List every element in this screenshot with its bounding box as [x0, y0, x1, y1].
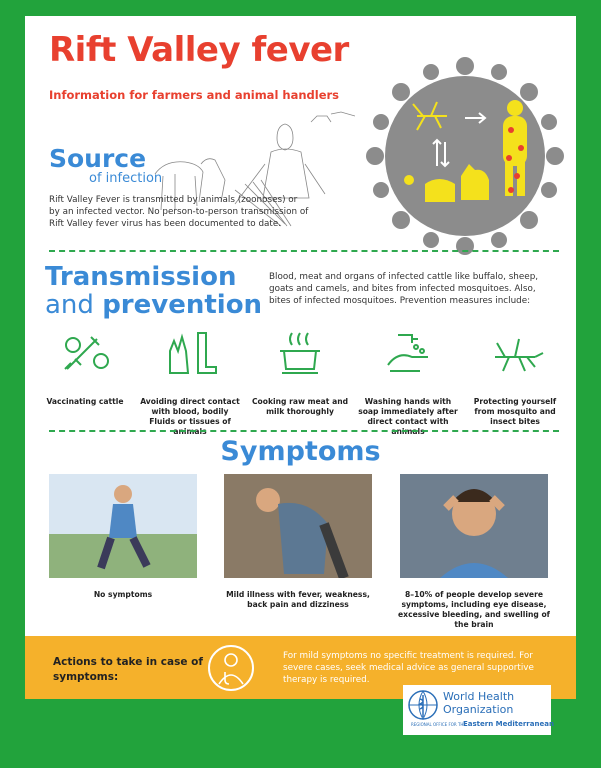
gloves-boots-icon	[160, 329, 220, 377]
prevention-item	[250, 329, 350, 417]
who-logo-block	[403, 685, 554, 735]
prevention-label: Protecting yourself from mosquito and insect bites	[473, 397, 557, 426]
action-title: Actions to take in case of symptoms:	[53, 656, 203, 683]
back-pain-man-illustration	[224, 474, 372, 578]
who-name-line1: World Health	[443, 690, 515, 703]
page-title: Rift Valley fever	[49, 30, 349, 70]
poster-sheet	[25, 16, 576, 699]
syringe-cattle-icon	[55, 329, 115, 377]
prevention-heading	[45, 290, 262, 320]
prevention-heading-word: prevention	[102, 290, 263, 320]
prevention-label: Vaccinating cattle	[46, 397, 124, 406]
prevention-item	[465, 329, 565, 427]
symptom-label: 8–10% of people develop severe symptoms, including eye disease, excessive bleeding, and swelling of the brain	[398, 590, 550, 629]
who-emblem-icon	[407, 689, 439, 721]
who-regional-prefix: REGIONAL OFFICE FOR THE	[411, 722, 466, 727]
divider	[49, 250, 559, 252]
prevention-heading-and: and	[45, 290, 103, 320]
prevention-item	[35, 329, 135, 407]
prevention-item	[358, 329, 458, 437]
severe-symptoms-boy-illustration	[400, 474, 548, 578]
symptoms-heading: Symptoms	[220, 436, 381, 467]
source-subheading: of infection	[89, 171, 163, 186]
jogging-man-illustration	[49, 474, 197, 578]
transmission-text: Blood, meat and organs of infected cattle like buffalo, sheep, goats and camels, and bites from infected mosquitoes. Also, bites of infected mosquitoes. Prevention measures include:	[269, 272, 539, 306]
page-subtitle: Information for farmers and animal handlers	[49, 88, 340, 102]
action-text: For mild symptoms no specific treatment is required. For severe cases, seek medical advice as general supportive therapy is required.	[283, 651, 534, 685]
divider	[49, 430, 559, 432]
cooking-pot-icon	[270, 329, 330, 377]
source-text: Rift Valley Fever is transmitted by animals (zoonoses) or by an infected vector. No person-to-person transmission of Rift Valley fever virus has been documented to date.	[49, 195, 309, 229]
symptom-label: Mild illness with fever, weakness, back pain and dizziness	[226, 590, 370, 609]
virus-transmission-graphic	[365, 56, 565, 256]
mosquito-icon	[485, 329, 545, 377]
symptom-label: No symptoms	[93, 590, 153, 599]
handwashing-icon	[378, 329, 438, 377]
prevention-label: Cooking raw meat and milk thoroughly	[251, 397, 349, 416]
prevention-item	[140, 329, 240, 437]
prevention-label: Washing hands with soap immediately after direct contact with animals	[358, 397, 458, 436]
who-regional-office: Eastern Mediterranean	[463, 720, 554, 728]
doctor-icon	[207, 644, 255, 692]
prevention-label: Avoiding direct contact with blood, bodily Fluids or tissues of animals	[140, 397, 240, 436]
who-name-line2: Organization	[443, 703, 514, 716]
source-heading: Source	[49, 144, 147, 173]
transmission-heading: Transmission	[45, 262, 237, 292]
